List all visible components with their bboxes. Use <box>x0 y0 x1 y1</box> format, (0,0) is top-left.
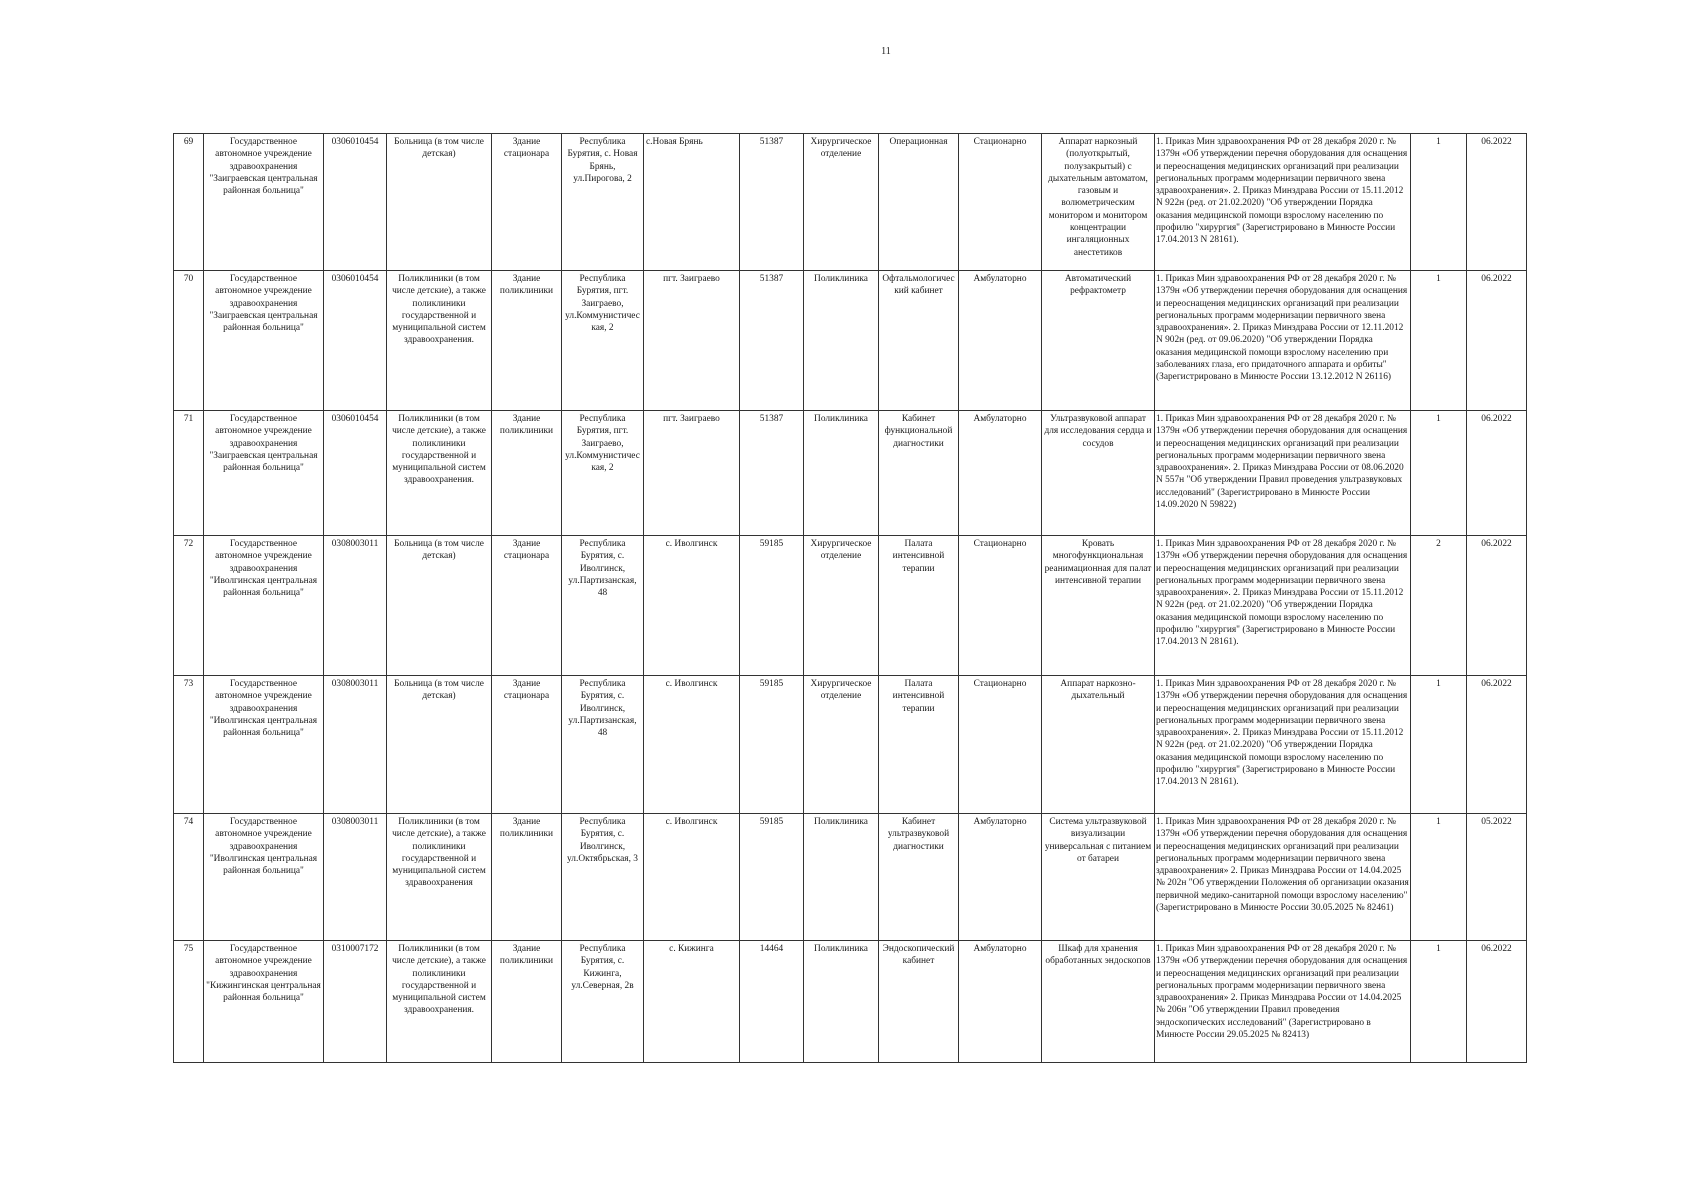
cell-care-form: Амбулаторно <box>959 411 1042 536</box>
cell-locality: с. Иволгинск <box>644 536 740 676</box>
cell-organization: Государственное автономное учреждение здравоохранения "Иволгинская центральная районная больница" <box>204 814 324 941</box>
cell-room: Кабинет функциональной диагностики <box>879 411 959 536</box>
cell-date: 06.2022 <box>1467 134 1527 271</box>
cell-facility-type: Больница (в том числе детская) <box>387 676 492 814</box>
cell-organization: Государственное автономное учреждение здравоохранения "Заиграевская центральная районная больница" <box>204 134 324 271</box>
cell-department: Поликлиника <box>804 941 879 1063</box>
cell-care-form: Амбулаторно <box>959 814 1042 941</box>
cell-room: Операционная <box>879 134 959 271</box>
cell-equipment: Аппарат наркозно-дыхательный <box>1042 676 1155 814</box>
cell-date: 06.2022 <box>1467 941 1527 1063</box>
cell-quantity: 1 <box>1411 271 1467 411</box>
table-row <box>174 814 1527 941</box>
cell-address: Республика Бурятия, пгт. Заиграево, ул.Коммунистическая, 2 <box>562 411 644 536</box>
cell-room: Палата интенсивной терапии <box>879 676 959 814</box>
cell-address: Республика Бурятия, с. Кижинга, ул.Северная, 2в <box>562 941 644 1063</box>
cell-oktmo: 59185 <box>740 814 804 941</box>
cell-building: Здание поликлиники <box>492 814 562 941</box>
cell-org-code: 0306010454 <box>324 411 387 536</box>
page-number: 11 <box>881 46 891 57</box>
cell-row-number: 74 <box>174 814 204 941</box>
cell-address: Республика Бурятия, с. Иволгинск, ул.Партизанская, 48 <box>562 536 644 676</box>
cell-facility-type: Поликлиники (в том числе детские), а также поликлиники государственной и муниципальной систем здравоохранения. <box>387 941 492 1063</box>
cell-department: Хирургическое отделение <box>804 676 879 814</box>
cell-facility-type: Поликлиники (в том числе детские), а также поликлиники государственной и муниципальной систем здравоохранения. <box>387 271 492 411</box>
cell-quantity: 1 <box>1411 814 1467 941</box>
cell-oktmo: 59185 <box>740 676 804 814</box>
cell-org-code: 0308003011 <box>324 814 387 941</box>
cell-row-number: 69 <box>174 134 204 271</box>
cell-department: Поликлиника <box>804 271 879 411</box>
cell-oktmo: 51387 <box>740 271 804 411</box>
cell-quantity: 1 <box>1411 676 1467 814</box>
cell-organization: Государственное автономное учреждение здравоохранения "Кижингинская центральная районная больница" <box>204 941 324 1063</box>
cell-organization: Государственное автономное учреждение здравоохранения "Иволгинская центральная районная больница" <box>204 536 324 676</box>
table-row <box>174 676 1527 814</box>
cell-building: Здание поликлиники <box>492 941 562 1063</box>
cell-locality: с. Иволгинск <box>644 676 740 814</box>
cell-address: Республика Бурятия, с. Иволгинск, ул.Октябрьская, 3 <box>562 814 644 941</box>
cell-facility-type: Поликлиники (в том числе детские), а также поликлиники государственной и муниципальной систем здравоохранения. <box>387 411 492 536</box>
cell-building: Здание поликлиники <box>492 271 562 411</box>
cell-legal-basis: 1. Приказ Мин здравоохранения РФ от 28 декабря 2020 г. № 1379н «Об утверждении перечня оборудования для оснащения и переоснащения медицинских организаций при реализации региональных программ модернизации первичного звена здравоохранения». 2. Приказ Минздрава России от 15.11.2012 N 922н (ред. от 21.02.2020) "Об утверждении Порядка оказания медицинской помощи взрослому населению по профилю "хирургия" (Зарегистрировано в Минюсте России 17.04.2013 N 28161). <box>1155 134 1411 271</box>
cell-org-code: 0310007172 <box>324 941 387 1063</box>
cell-row-number: 70 <box>174 271 204 411</box>
cell-legal-basis: 1. Приказ Мин здравоохранения РФ от 28 декабря 2020 г. № 1379н «Об утверждении перечня оборудования для оснащения и переоснащения медицинских организаций при реализации региональных программ модернизации первичного звена здравоохранения». 2. Приказ Минздрава России от 12.11.2012 N 902н (ред. от 09.06.2020) "Об утверждении Порядка оказания медицинской помощи взрослому населению при заболеваниях глаза, его придаточного аппарата и орбиты" (Зарегистрировано в Минюсте России 13.12.2012 N 26116) <box>1155 271 1411 411</box>
cell-facility-type: Больница (в том числе детская) <box>387 134 492 271</box>
cell-date: 05.2022 <box>1467 814 1527 941</box>
cell-care-form: Амбулаторно <box>959 271 1042 411</box>
cell-row-number: 71 <box>174 411 204 536</box>
cell-department: Поликлиника <box>804 411 879 536</box>
cell-organization: Государственное автономное учреждение здравоохранения "Заиграевская центральная районная больница" <box>204 271 324 411</box>
cell-department: Хирургическое отделение <box>804 536 879 676</box>
cell-legal-basis: 1. Приказ Мин здравоохранения РФ от 28 декабря 2020 г. № 1379н «Об утверждении перечня оборудования для оснащения и переоснащения медицинских организаций при реализации региональных программ модернизации первичного звена здравоохранения». 2. Приказ Минздрава России от 08.06.2020 N 557н "Об утверждении Правил проведения ультразвуковых исследований" (Зарегистрировано в Минюсте России 14.09.2020 N 59822) <box>1155 411 1411 536</box>
cell-care-form: Стационарно <box>959 134 1042 271</box>
cell-address: Республика Бурятия, пгт. Заиграево, ул.Коммунистическая, 2 <box>562 271 644 411</box>
cell-date: 06.2022 <box>1467 271 1527 411</box>
cell-legal-basis: 1. Приказ Мин здравоохранения РФ от 28 декабря 2020 г. № 1379н «Об утверждении перечня оборудования для оснащения и переоснащения медицинских организаций при реализации региональных программ модернизации первичного звена здравоохранения». 2. Приказ Минздрава России от 15.11.2012 N 922н (ред. от 21.02.2020) "Об утверждении Порядка оказания медицинской помощи взрослому населению по профилю "хирургия" (Зарегистрировано в Минюсте России 17.04.2013 N 28161). <box>1155 676 1411 814</box>
cell-care-form: Амбулаторно <box>959 941 1042 1063</box>
cell-room: Офтальмологический кабинет <box>879 271 959 411</box>
table-row <box>174 411 1527 536</box>
cell-quantity: 1 <box>1411 941 1467 1063</box>
cell-org-code: 0306010454 <box>324 134 387 271</box>
cell-locality: с. Кижинга <box>644 941 740 1063</box>
cell-row-number: 72 <box>174 536 204 676</box>
cell-equipment: Кровать многофункциональная реанимационная для палат интенсивной терапии <box>1042 536 1155 676</box>
cell-building: Здание поликлиники <box>492 411 562 536</box>
cell-date: 06.2022 <box>1467 411 1527 536</box>
cell-care-form: Стационарно <box>959 536 1042 676</box>
cell-organization: Государственное автономное учреждение здравоохранения "Иволгинская центральная районная больница" <box>204 676 324 814</box>
equipment-registry-table <box>173 133 1527 1063</box>
cell-oktmo: 51387 <box>740 411 804 536</box>
cell-locality: пгт. Заиграево <box>644 411 740 536</box>
cell-address: Республика Бурятия, с. Новая Брянь, ул.Пирогова, 2 <box>562 134 644 271</box>
cell-org-code: 0306010454 <box>324 271 387 411</box>
cell-equipment: Ультразвуковой аппарат для исследования сердца и сосудов <box>1042 411 1155 536</box>
cell-locality: пгт. Заиграево <box>644 271 740 411</box>
cell-department: Хирургическое отделение <box>804 134 879 271</box>
cell-quantity: 2 <box>1411 536 1467 676</box>
cell-care-form: Стационарно <box>959 676 1042 814</box>
cell-date: 06.2022 <box>1467 536 1527 676</box>
cell-quantity: 1 <box>1411 411 1467 536</box>
cell-oktmo: 14464 <box>740 941 804 1063</box>
cell-equipment: Шкаф для хранения обработанных эндоскопов <box>1042 941 1155 1063</box>
cell-organization: Государственное автономное учреждение здравоохранения "Заиграевская центральная районная больница" <box>204 411 324 536</box>
cell-building: Здание стационара <box>492 134 562 271</box>
cell-equipment: Автоматический рефрактометр <box>1042 271 1155 411</box>
table-row <box>174 271 1527 411</box>
cell-row-number: 73 <box>174 676 204 814</box>
table-row <box>174 536 1527 676</box>
cell-legal-basis: 1. Приказ Мин здравоохранения РФ от 28 декабря 2020 г. № 1379н «Об утверждении перечня оборудования для оснащения и переоснащения медицинских организаций при реализации региональных программ модернизации первичного звена здравоохранения» 2. Приказ Минздрава России от 14.04.2025 № 206н "Об утверждении Правил проведения эндоскопических исследований" (Зарегистрировано в Минюсте России 29.05.2025 № 82413) <box>1155 941 1411 1063</box>
cell-legal-basis: 1. Приказ Мин здравоохранения РФ от 28 декабря 2020 г. № 1379н «Об утверждении перечня оборудования для оснащения и переоснащения медицинских организаций при реализации региональных программ модернизации первичного звена здравоохранения». 2. Приказ Минздрава России от 15.11.2012 N 922н (ред. от 21.02.2020) "Об утверждении Порядка оказания медицинской помощи взрослому населению по профилю "хирургия" (Зарегистрировано в Минюсте России 17.04.2013 N 28161). <box>1155 536 1411 676</box>
cell-department: Поликлиника <box>804 814 879 941</box>
cell-org-code: 0308003011 <box>324 676 387 814</box>
cell-row-number: 75 <box>174 941 204 1063</box>
table-row <box>174 134 1527 271</box>
cell-room: Эндоскопический кабинет <box>879 941 959 1063</box>
cell-room: Палата интенсивной терапии <box>879 536 959 676</box>
cell-building: Здание стационара <box>492 676 562 814</box>
cell-org-code: 0308003011 <box>324 536 387 676</box>
cell-quantity: 1 <box>1411 134 1467 271</box>
cell-facility-type: Больница (в том числе детская) <box>387 536 492 676</box>
cell-oktmo: 51387 <box>740 134 804 271</box>
cell-oktmo: 59185 <box>740 536 804 676</box>
cell-equipment: Аппарат наркозный (полуоткрытый, полузакрытый) с дыхательным автоматом, газовым и волюметрическим монитором и монитором концентрации ингаляционных анестетиков <box>1042 134 1155 271</box>
table-row <box>174 941 1527 1063</box>
cell-address: Республика Бурятия, с. Иволгинск, ул.Партизанская, 48 <box>562 676 644 814</box>
cell-room: Кабинет ультразвуковой диагностики <box>879 814 959 941</box>
cell-legal-basis: 1. Приказ Мин здравоохранения РФ от 28 декабря 2020 г. № 1379н «Об утверждении перечня оборудования для оснащения и переоснащения медицинских организаций при реализации региональных программ модернизации первичного звена здравоохранения» 2. Приказ Минздрава России от 14.04.2025 № 202н "Об утверждении Положения об организации оказания первичной медико-санитарной помощи взрослому населению" (Зарегистрировано в Минюсте России 30.05.2025 № 82461) <box>1155 814 1411 941</box>
cell-facility-type: Поликлиники (в том числе детские), а также поликлиники государственной и муниципальной систем здравоохранения <box>387 814 492 941</box>
cell-date: 06.2022 <box>1467 676 1527 814</box>
cell-equipment: Система ультразвуковой визуализации универсальная с питанием от батареи <box>1042 814 1155 941</box>
cell-building: Здание стационара <box>492 536 562 676</box>
cell-locality: с.Новая Брянь <box>644 134 740 271</box>
cell-locality: с. Иволгинск <box>644 814 740 941</box>
